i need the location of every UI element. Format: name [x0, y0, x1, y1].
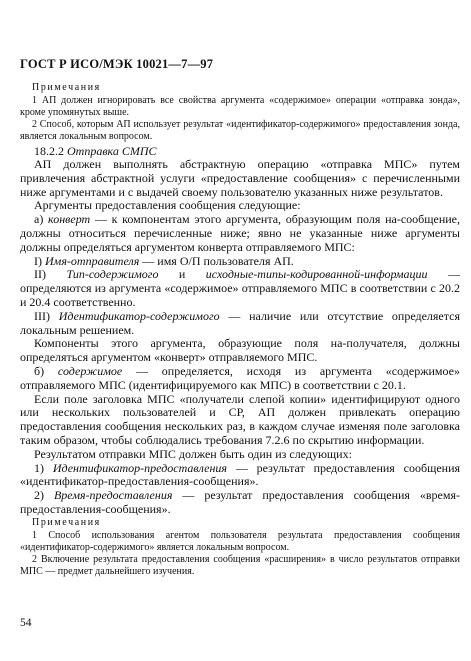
- list-text: — результат предоставления сообщения «идентификатор-предоставления-сообщения».: [20, 460, 461, 489]
- notes-title: Примечания: [32, 82, 101, 93]
- list-text: — результат предоставления сообщения «время-предоставления-сообщения».: [20, 488, 460, 516]
- page-number: 54: [20, 617, 32, 629]
- list-text: — определяется, исходя из аргумента «содержимое» отправляемого МПС (идентифицируемого как МПС) в соответствии с 20.1.: [20, 363, 461, 392]
- note-paragraph: 1 Способ использования агентом пользователя результата предоставления сообщения «идентификатор-содержимого» является локальным вопросом.: [20, 529, 460, 553]
- body-paragraph: Аргументы предоставления сообщения следующие:: [34, 198, 301, 213]
- list-text: — к компонентам этого аргумента, образующим поля на-сообщение, должны относиться перечисленные ниже; явно не указанные ниже аргументы должны определяться аргументом конверта отправляемого МПС:: [20, 212, 461, 254]
- list-text: — имя О/П пользователя АП.: [139, 253, 294, 268]
- document-body: [20, 82, 460, 578]
- list-marker: III): [34, 308, 50, 323]
- result-item-1: [20, 462, 460, 490]
- list-marker: 1): [34, 460, 44, 475]
- list-term: Имя-отправителя: [45, 253, 140, 268]
- list-term: Тип-содержимого: [66, 267, 159, 282]
- result-item-2: [20, 489, 460, 517]
- body-paragraph: Результатом отправки МПС должен быть один из следующих:: [34, 446, 352, 461]
- note-paragraph: 2 Включение результата предоставления сообщения «расширения» в число результатов отправки МПС — предмет дальнейшего изучения.: [20, 553, 460, 577]
- list-marker: а): [34, 212, 44, 227]
- list-item-a: [20, 213, 460, 254]
- list-marker: 2): [34, 488, 44, 503]
- section-title: Отправка СМПС: [67, 144, 157, 158]
- notes-title: Примечания: [32, 516, 101, 528]
- body-paragraph: АП должен выполнять абстрактную операцию «отправка МПС» путем привлечения абстрактной услуги «предоставление сообщения» с перечисленными ниже аргументами и с выдачей своему пользователю указанных ниже результатов.: [20, 157, 460, 199]
- list-marker: I): [34, 253, 42, 268]
- list-term: Идентификатор-предоставления: [52, 460, 228, 475]
- section-number: 18.2.2: [34, 144, 64, 158]
- list-text: и: [158, 267, 206, 282]
- list-text: — наличие или отсутствие определяется локальным решением.: [20, 308, 460, 337]
- document-header: ГОСТ Р ИСО/МЭК 10021—7—97: [20, 57, 214, 71]
- list-term: конверт: [48, 212, 91, 227]
- note-paragraph: 2 Способ, которым АП использует результат «идентификатор-содержимого» предоставления зонда, является локальным вопросом.: [20, 119, 460, 142]
- list-item-b: [20, 365, 460, 393]
- list-term: исходные-типы-кодированной-информации: [205, 267, 428, 282]
- body-paragraph: Компоненты этого аргумента, образующие поля на-получателя, должны определяться аргументом «конверт» отправляемого МПС.: [20, 336, 460, 365]
- list-term: содержимое: [57, 363, 123, 378]
- list-marker: б): [34, 363, 45, 378]
- list-text: — определяются из аргумента «содержимое» отправляемого МПС в соответствии с 20.2 и 20.4 соответственно.: [20, 267, 461, 309]
- list-item-i: [20, 255, 460, 269]
- list-item-ii: [20, 268, 460, 309]
- list-term: Время-предоставления: [53, 488, 173, 503]
- section-heading: [20, 144, 460, 158]
- list-term: Идентификатор-содержимого: [58, 308, 220, 323]
- note-paragraph: 1 АП должен игнорировать все свойства аргумента «содержимое» операции «отправка зонда», кроме упомянутых выше.: [20, 95, 460, 118]
- list-marker: II): [34, 267, 46, 282]
- body-paragraph: Если поле заголовка МПС «получатели слепой копии» идентифицируют одного или нескольких пользователей и СР, АП должен привлекать операцию предоставления сообщения нескольких раз, в каждом случае изменяя поле заголовка таким образом, чтобы соблюдались требования 7.2.6 по скрытию информации.: [20, 391, 460, 447]
- list-item-iii: [20, 310, 460, 338]
